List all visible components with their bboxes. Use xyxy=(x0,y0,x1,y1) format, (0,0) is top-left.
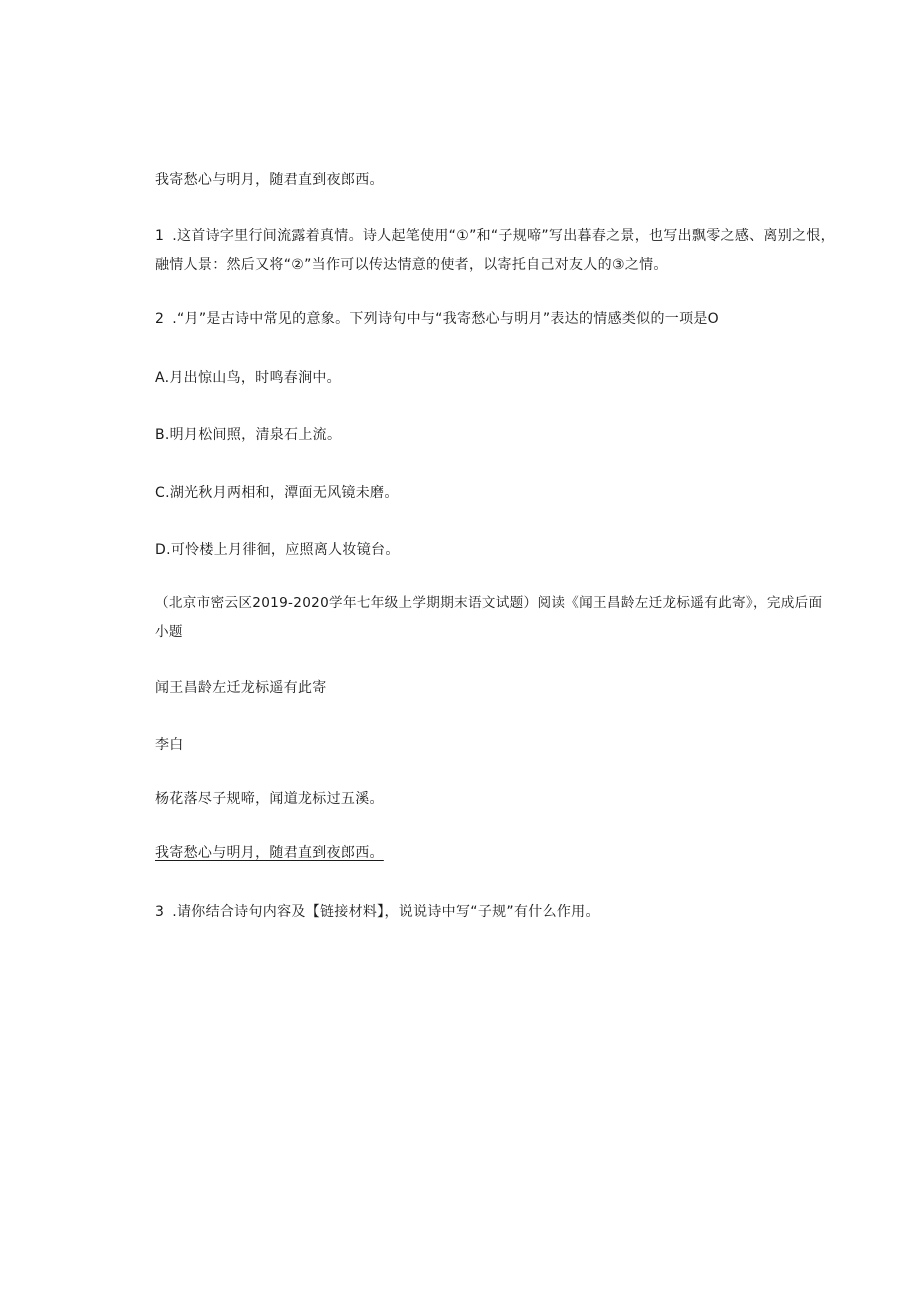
poem-line-1: 杨花落尽子规啼，闻道龙标过五溪。 xyxy=(155,791,384,807)
poem-title: 闻王昌龄左迁龙标遥有此寄 xyxy=(155,680,327,696)
question-3 xyxy=(155,902,835,922)
source-intro: （北京市密云区2019-2020学年七年级上学期期末语文试题）阅读《闻王昌龄左迁龙标遥有此寄》，完成后面小题 xyxy=(155,595,823,640)
option-b: B.明月松间照，清泉石上流。 xyxy=(155,427,342,443)
poem-line-2 xyxy=(155,843,835,863)
top-poem-line: 我寄愁心与明月，随君直到夜郎西。 xyxy=(155,172,384,188)
question-2-text: .“月”是古诗中常见的意象。下列诗句中与“我寄愁心与明月”表达的情感类似的一项是O xyxy=(172,311,719,327)
option-c: C.湖光秋月两相和，潭面无风镜未磨。 xyxy=(155,485,399,501)
question-1 xyxy=(155,222,835,280)
question-1-text: .这首诗字里行间流露着真情。诗人起笔使用“①”和“子规啼”写出暮春之景，也写出飘零之感、离别之恨，融情人景：然后又将“②”当作可以传达情意的使者，以寄托自己对友人的③之情。 xyxy=(155,228,835,273)
poem-line-2-text: 我寄愁心与明月，随君直到夜郎西。 xyxy=(155,845,384,861)
question-2-number: 2 xyxy=(155,311,165,327)
option-d: D.可怜楼上月徘徊，应照离人妆镜台。 xyxy=(155,542,400,558)
poem-author: 李白 xyxy=(155,737,184,753)
question-1-number: 1 xyxy=(155,228,165,244)
question-3-number: 3 xyxy=(155,904,165,920)
question-2 xyxy=(155,309,835,329)
option-a: A.月出惊山鸟，时鸣春涧中。 xyxy=(155,370,341,386)
question-3-text: .请你结合诗句内容及【链接材料】，说说诗中写“子规”有什么作用。 xyxy=(172,904,600,920)
